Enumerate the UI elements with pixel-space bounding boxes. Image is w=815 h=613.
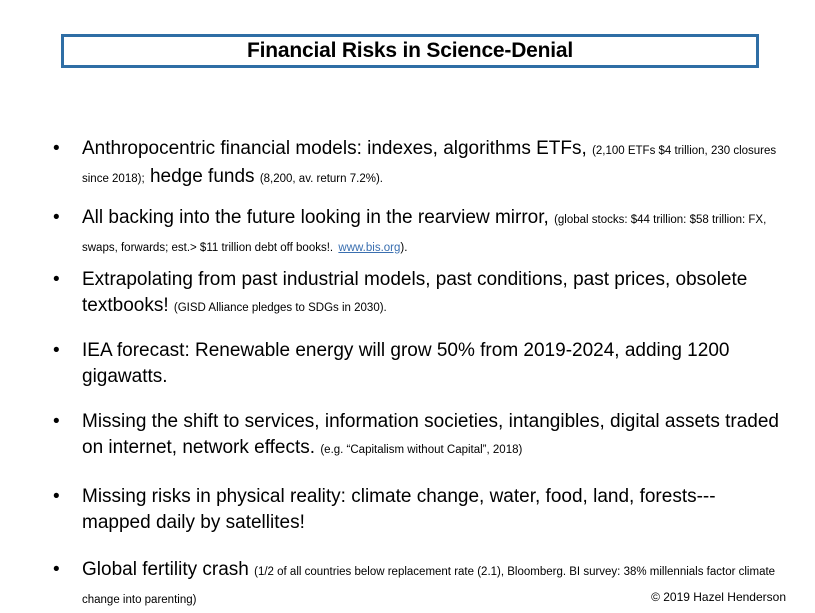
bullet-6-main: Missing risks in physical reality: climate change, water, food, land, forests--- mapped daily by satellites! <box>82 486 716 533</box>
bullet-item-4 <box>53 338 782 390</box>
bullet-2-main: All backing into the future looking in the rearview mirror, <box>82 207 549 228</box>
bullet-2-note: (global stocks: $44 trillion: $58 trillion: FX, swaps, forwards; est.> $11 trillion debt off books!. <box>82 214 767 254</box>
bullet-dot: • <box>53 269 60 290</box>
bis-link[interactable]: www.bis.org <box>338 242 401 254</box>
bullet-5-note: (e.g. “Capitalism without Capital”, 2018) <box>320 444 523 456</box>
bullet-3-note: (GISD Alliance pledges to SDGs in 2030). <box>173 302 387 314</box>
bullet-dot: • <box>53 138 60 159</box>
bullet-item-1 <box>53 136 782 192</box>
bullet-1-main2: hedge funds <box>149 166 255 187</box>
bullet-dot: • <box>53 559 60 580</box>
bullet-7-note: (1/2 of all countries below replacement rate (2.1), Bloomberg. BI survey: 38% millennials factor climate change into parenting) <box>82 566 776 606</box>
bullet-dot: • <box>53 486 60 507</box>
bullet-dot: • <box>53 207 60 228</box>
bullet-1-note2: (8,200, av. return 7.2%). <box>259 173 383 185</box>
bullet-3-main: Extrapolating from past industrial models, past conditions, past prices, obsolete textbooks! <box>82 269 748 316</box>
bullet-dot: • <box>53 411 60 432</box>
bullet-item-6 <box>53 484 782 536</box>
bullet-4-main: IEA forecast: Renewable energy will grow 50% from 2019-2024, adding 1200 gigawatts. <box>82 340 730 387</box>
bullet-item-5 <box>53 409 782 463</box>
bullet-item-2 <box>53 205 782 261</box>
bullet-1-note: (2,100 ETFs $4 trillion, 230 closures since 2018); <box>82 145 777 185</box>
slide-title: Financial Risks in Science-Denial <box>246 39 574 62</box>
bullet-7-main: Global fertility crash <box>82 559 249 580</box>
bullet-item-3 <box>53 267 782 321</box>
bullet-1-main: Anthropocentric financial models: indexes, algorithms ETFs, <box>82 138 587 159</box>
bullet-item-7 <box>53 557 782 613</box>
bullet-5-main: Missing the shift to services, information societies, intangibles, digital assets traded on internet, network effects. <box>82 411 779 458</box>
copyright-notice: © 2019 Hazel Henderson <box>651 590 786 604</box>
bullet-dot: • <box>53 340 60 361</box>
bullet-2-note-end: ). <box>400 242 408 254</box>
